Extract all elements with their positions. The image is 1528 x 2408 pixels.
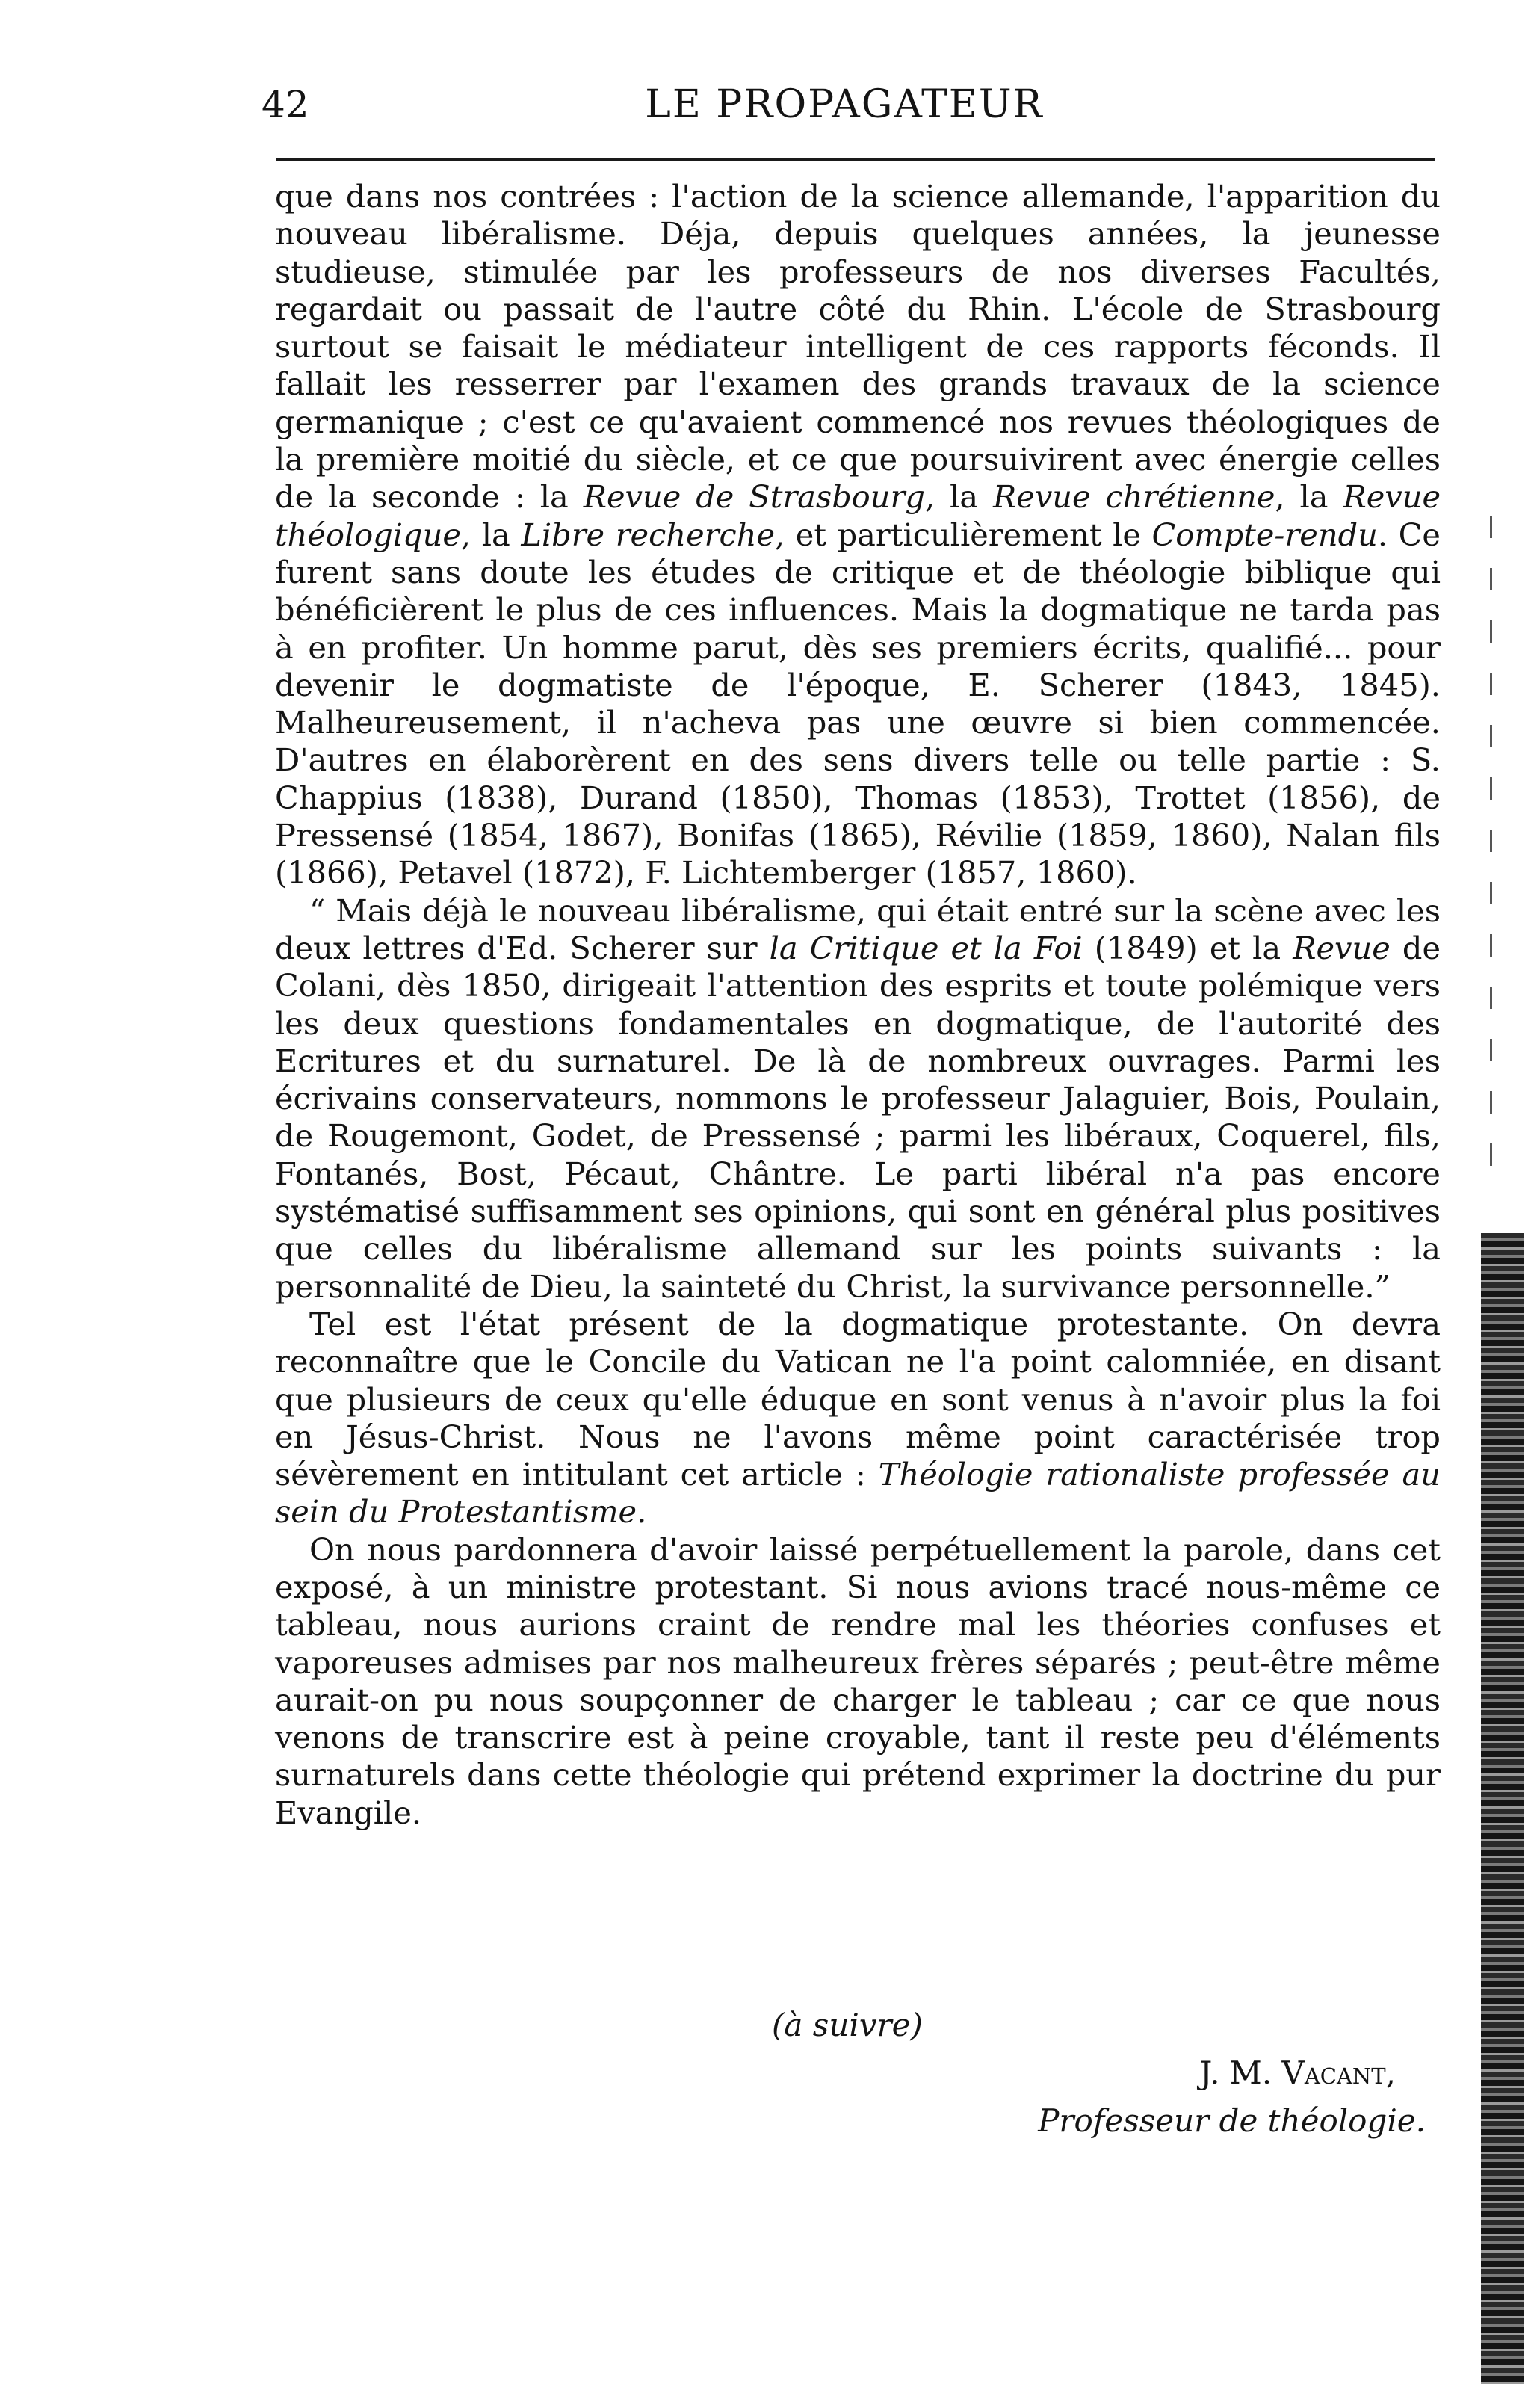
text-run: (1849) et la — [1082, 929, 1293, 966]
paragraph-2 — [275, 892, 1441, 1306]
book-title: la Critique et la Foi — [769, 929, 1083, 966]
text-run: On nous pardonnera d'avoir laissé perpétuellement la parole, dans cet exposé, à un ministre protestant. Si nous avions tracé nous-même ce tableau, nous aurions craint de rendre mal les théories confuses et vaporeuses admises par nos malheureux frères séparés ; peut-être même aurait-on pu nous soupçonner de charger le tableau ; car ce que nous venons de transcrire est à peine croyable, tant il reste peu d'éléments surnaturels dans cette théologie qui prétend exprimer la doctrine du pur Evangile. — [275, 1531, 1441, 1831]
author-name: J. M. Vacant, — [1199, 2054, 1396, 2091]
text-run: Tel est l'état présent de la dogmatique protestante. On devra reconnaître que le Concile du Vatican ne l'a point calomniée, en disant que plusieurs de ceux qu'elle éduque en sont venus à n'avoir plus la foi en Jésus-Christ. Nous ne l'avons même point caractérisée trop sévèrement en intitulant cet article : — [275, 1305, 1441, 1493]
article-title: Théologie rationaliste professée au sein du Protestantisme. — [275, 1456, 1441, 1531]
binding-edge — [1481, 1233, 1524, 2384]
text-run: , la — [1275, 478, 1343, 516]
author-title: Professeur de théologie. — [1038, 2102, 1426, 2139]
paragraph-3 — [275, 1306, 1441, 1531]
journal-title: Revue théologique — [275, 478, 1441, 553]
journal-title: Revue — [1293, 929, 1391, 966]
text-run: . Ce furent sans doute les études de critique et de théologie biblique qui bénéficièrent le plus de ces influences. Mais la dogmatique ne tarda pas à en profiter. Un homme parut, dès ses premiers écrits, qualifié... pour devenir le dogmatiste de l'époque, E. Scherer (1843, 1845). Malheureusement, il n'acheva pas une œuvre si bien commencée. D'autres en élaborèrent en des sens divers telle ou telle partie : S. Chappius (1838), Durand (1850), Thomas (1853), Trottet (1856), de Pressensé (1854, 1867), Bonifas (1865), Révilie (1859, 1860), Nalan fils (1866), Petavel (1872), F. Lichtemberger (1857, 1860). — [275, 516, 1441, 892]
body-text — [275, 178, 1441, 1832]
journal-title: Revue chrétienne — [993, 478, 1275, 516]
text-run: que dans nos contrées : l'action de la science allemande, l'apparition du nouveau libéralisme. Déja, depuis quelques années, la jeunesse studieuse, stimulée par les professeurs de nos diverses Facultés, regardait ou passait de l'autre côté du Rhin. L'école de Strasbourg surtout se faisait le médiateur intelligent de ces rapports féconds. Il fallait les resserrer par l'examen des grands travaux de la science germanique ; c'est ce qu'avaient commencé nos revues théologiques de la première moitié du siècle, et ce que poursuivirent avec énergie celles de la seconde : la — [275, 178, 1441, 516]
text-run: , et particulièrement le — [775, 516, 1152, 553]
to-follow-note: (à suivre) — [772, 2007, 923, 2043]
paragraph-4 — [275, 1531, 1441, 1832]
text-run: “ Mais déjà le nouveau libéralisme, qui était entré sur la scène avec les deux lettres d'Ed. Scherer sur — [275, 892, 1441, 966]
running-head: LE PROPAGATEUR — [645, 82, 1044, 127]
paragraph-1 — [275, 178, 1441, 892]
text-run: , la — [924, 478, 994, 516]
binding-shadow-mark — [1490, 516, 1492, 1188]
text-run: de Colani, dès 1850, dirigeait l'attention des esprits et toute polémique vers les deux questions fondamentales en dogmatique, de l'autorité des Ecritures et du surnaturel. De là de nombreux ouvrages. Parmi les écrivains conservateurs, nommons le professeur Jalaguier, Bois, Poulain, de Rougemont, Godet, de Pressensé ; parmi les libéraux, Coquerel, fils, Fontanés, Bost, Pécaut, Chântre. Le parti libéral n'a pas encore systématisé suffisamment ses opinions, qui sont en général plus positives que celles du libéralisme allemand sur les points suivants : la personnalité de Dieu, la sainteté du Christ, la survivance personnelle.” — [275, 929, 1441, 1305]
journal-title: Compte-rendu — [1151, 516, 1378, 553]
journal-title: Revue de Strasbourg — [583, 478, 925, 516]
header-rule — [276, 158, 1435, 161]
text-run: , la — [460, 516, 522, 553]
journal-title: Libre recherche — [521, 516, 775, 553]
page-number: 42 — [262, 83, 309, 126]
page-header — [262, 75, 1427, 135]
